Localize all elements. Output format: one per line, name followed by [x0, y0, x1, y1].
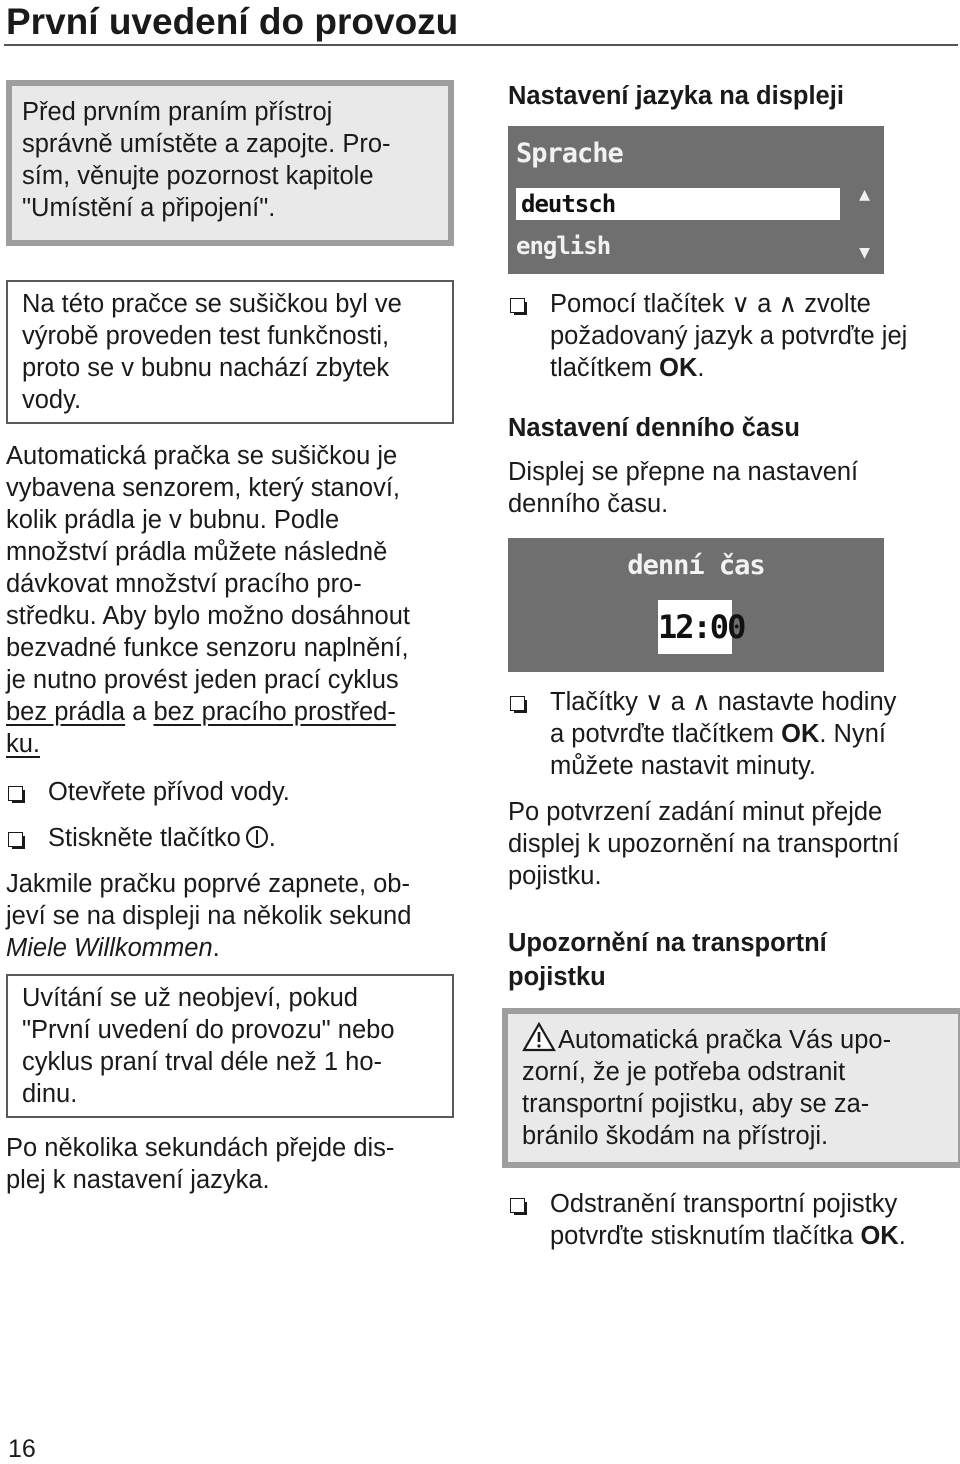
- step-line: [550, 352, 958, 384]
- note-line: správně umístěte a zapojte. Pro-: [22, 130, 391, 158]
- step-text: nastavte hodiny: [717, 688, 897, 716]
- step-select-language: [508, 288, 958, 384]
- step-text: Stiskněte tlačítko: [48, 824, 241, 852]
- warning-triangle-icon: [522, 1022, 556, 1052]
- up-arrow-icon: ∧: [691, 688, 711, 716]
- note-box-installation: [6, 80, 454, 246]
- power-icon: [245, 825, 269, 849]
- left-column: [6, 80, 454, 1196]
- down-arrow-icon: ∨: [731, 290, 751, 318]
- display-time-value: [658, 600, 745, 654]
- step-press-power: [6, 822, 454, 854]
- para-line: množství prádla můžete následně: [6, 538, 388, 566]
- para-line: dávkovat množství pracího pro-: [6, 570, 362, 598]
- display-title: Sprache: [516, 138, 623, 169]
- info-line: Uvítání se už neobjeví, pokud: [22, 984, 358, 1012]
- warning-line: bránilo škodám na přístroji.: [522, 1122, 829, 1150]
- para-line: Jakmile pračku poprvé zapnete, ob-: [6, 870, 410, 898]
- heading-time: Nastavení denního času: [508, 414, 800, 442]
- heading-line: Upozornění na transportní: [508, 929, 827, 957]
- para-line: [6, 932, 454, 964]
- step-text-end: .: [268, 824, 276, 852]
- down-arrow-icon: ∨: [644, 688, 664, 716]
- step-text: a: [757, 290, 772, 318]
- checkbox-bullet-icon: [510, 298, 525, 313]
- info-line: vody.: [22, 386, 82, 414]
- step-text: .: [697, 354, 705, 382]
- display-language: [508, 126, 884, 274]
- ok-label: OK: [781, 720, 820, 748]
- para-line: jeví se na displeji na několik sekund: [6, 902, 412, 930]
- info-line: dinu.: [22, 1080, 78, 1108]
- step-text: potvrďte stisknutím tlačítka: [550, 1222, 854, 1250]
- para-line: Displej se přepne na nastavení: [508, 458, 859, 486]
- info-line: proto se v bubnu nachází zbytek: [22, 354, 390, 382]
- step-text: .: [898, 1222, 906, 1250]
- up-arrow-icon: ∧: [778, 290, 798, 318]
- info-line: Na této pračce se sušičkou byl ve: [22, 290, 402, 318]
- heading-language: Nastavení jazyka na displeji: [508, 82, 844, 110]
- warning-text: Automatická pračka Vás upo-: [558, 1026, 892, 1054]
- page-title: První uvedení do provozu: [6, 1, 459, 42]
- checkbox-bullet-icon: [8, 832, 23, 847]
- title-divider: [4, 44, 958, 46]
- para-line: vybavena senzorem, který stanoví,: [6, 474, 401, 502]
- para-line: pojistku.: [508, 862, 602, 890]
- display-title: denní čas: [627, 550, 765, 581]
- para-line: středku. Aby bylo možno dosáhnout: [6, 602, 411, 630]
- underlined-text: ku.: [6, 730, 41, 758]
- para-line: [6, 696, 454, 728]
- heading-line: pojistku: [508, 963, 606, 991]
- para-line: kolik prádla je v bubnu. Podle: [6, 506, 340, 534]
- step-line: můžete nastavit minuty.: [550, 752, 816, 780]
- step-text: Otevřete přívod vody.: [48, 778, 290, 806]
- para-text: .: [212, 934, 220, 962]
- para-line: plej k nastavení jazyka.: [6, 1166, 270, 1194]
- underlined-text: bez pracího prostřed-: [153, 698, 396, 726]
- step-text: . Nyní: [819, 720, 886, 748]
- display-time: [508, 538, 884, 672]
- checkbox-bullet-icon: [8, 786, 23, 801]
- step-text: a potvrďte tlačítkem: [550, 720, 775, 748]
- step-line: Odstranění transportní pojistky: [550, 1190, 898, 1218]
- sensor-paragraph: [6, 440, 454, 760]
- step-text: tlačítkem: [550, 354, 653, 382]
- warning-line: [522, 1022, 946, 1056]
- para-line: denního času.: [508, 490, 669, 518]
- info-box-test: [6, 280, 454, 424]
- heading-transport: [508, 926, 958, 994]
- para-line: displej k upozornění na transportní: [508, 830, 900, 858]
- info-line: výrobě proveden test funkčnosti,: [22, 322, 390, 350]
- warning-box-transport: [502, 1008, 960, 1168]
- para-line: je nutno provést jeden prací cyklus: [6, 666, 399, 694]
- underlined-text: bez prádla: [6, 698, 126, 726]
- note-line: "Umístění a připojení".: [22, 194, 276, 222]
- warning-line: zorní, že je potřeba odstranit: [522, 1058, 846, 1086]
- note-line: Před prvním praním přístroj: [22, 98, 333, 126]
- ok-label: OK: [659, 354, 698, 382]
- time-paragraph: [508, 456, 958, 520]
- para-line: [6, 728, 454, 760]
- step-line: [550, 1220, 958, 1252]
- step-text: Tlačítky: [550, 688, 638, 716]
- step-line: [550, 686, 958, 718]
- note-line: sím, věnujte pozornost kapitole: [22, 162, 374, 190]
- step-open-water: [6, 776, 454, 808]
- display-selected-option: [516, 188, 840, 220]
- step-line: [550, 288, 958, 320]
- step-text: a: [670, 688, 685, 716]
- language-transition-paragraph: [6, 1132, 454, 1196]
- para-line: bezvadné funkce senzoru naplnění,: [6, 634, 409, 662]
- welcome-paragraph: [6, 868, 454, 964]
- warning-line: transportní pojistku, aby se za-: [522, 1090, 870, 1118]
- after-minutes-paragraph: [508, 796, 958, 892]
- scroll-down-icon: ▼: [859, 242, 870, 263]
- para-line: Po potvrzení zadání minut přejde: [508, 798, 883, 826]
- step-line: [550, 718, 958, 750]
- para-line: Po několika sekundách přejde dis-: [6, 1134, 395, 1162]
- display-option: english: [516, 232, 611, 260]
- step-text: zvolte: [804, 290, 871, 318]
- info-line: "První uvedení do provozu" nebo: [22, 1016, 395, 1044]
- para-text: a: [125, 698, 154, 726]
- para-line: Automatická pračka se sušičkou je: [6, 442, 398, 470]
- checkbox-bullet-icon: [510, 1198, 525, 1213]
- step-line: požadovaný jazyk a potvrďte jej: [550, 322, 908, 350]
- display-option-text: deutsch: [521, 190, 616, 218]
- italic-text: Miele Willkommen: [6, 934, 213, 962]
- checkbox-bullet-icon: [510, 696, 525, 711]
- step-set-hours: [508, 686, 958, 782]
- time-value-text: 12:00: [658, 608, 745, 646]
- ok-label: OK: [860, 1222, 899, 1250]
- step-text: Pomocí tlačítek: [550, 290, 725, 318]
- info-box-welcome: [6, 974, 454, 1118]
- page-number: 16: [8, 1435, 36, 1463]
- info-line: cyklus praní trval déle než 1 ho-: [22, 1048, 383, 1076]
- step-confirm-transport: [508, 1188, 958, 1252]
- scroll-up-icon: ▲: [859, 184, 870, 205]
- right-column: [508, 80, 958, 1252]
